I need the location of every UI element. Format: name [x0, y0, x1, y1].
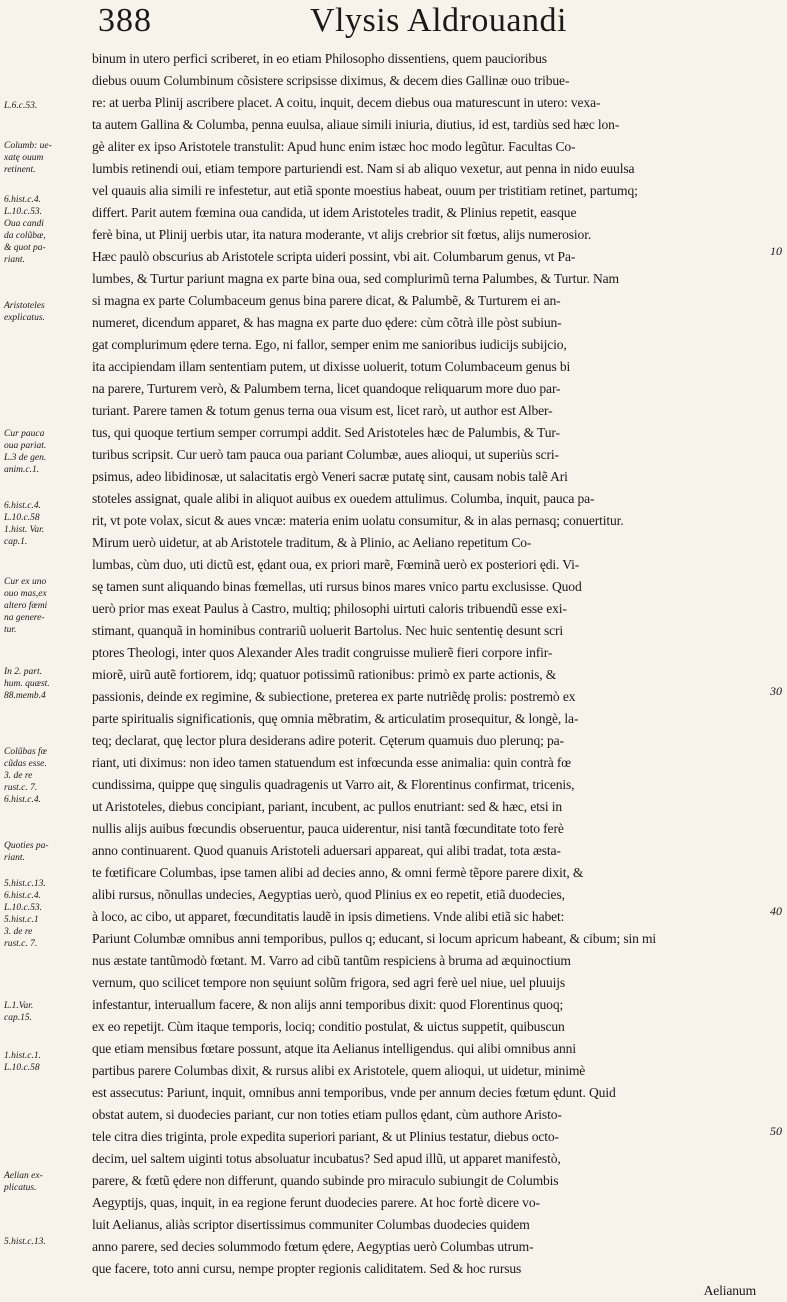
margin-note: In 2. part. hum. quæst. 88.memb.4: [4, 667, 50, 701]
margin-note: Colũbas fœ cũdas esse. 3. de re rust.c. 7. 6.hist.c.4.: [4, 747, 48, 805]
text-line: lumbes, & Turtur pariunt magna ex parte bina oua, sed complurimũ terna Palumbes, & Turtur. Nam: [92, 271, 619, 286]
text-line: parere, & fœtũ ędere non differunt, quando subinde pro miraculo subiungit de Columbis: [92, 1173, 559, 1188]
margin-note: L.6.c.53.: [4, 101, 38, 111]
text-line: ut Aristoteles, diebus concipiant, pariant, incubent, ac pullos enutriant: sed & hæc, etsi in: [92, 799, 563, 814]
text-line: lumbis retinendi oui, etiam tempore parturiendi est. Nam si ab aliquo vexetur, aut penna in nido euulsa: [92, 161, 635, 176]
text-line: partibus parere Columbas dixit, & rursus alibi ex Aristotele, quem alioqui, ut uidetur, minimè: [92, 1063, 586, 1078]
text-line: teq; declarat, quę lector plura desiderans adire poterit. Cęterum quamuis duo plerunq; pa-: [92, 733, 564, 748]
page-number: 388: [98, 2, 152, 39]
text-line: na parere, Turturem verò, & Palumbem terna, licet quandoque reliquarum more duo par-: [92, 381, 561, 396]
text-line: binum in utero perfici scriberet, in eo etiam Philosopho dissentiens, quem paucioribus: [92, 51, 547, 66]
body-text: [92, 0, 768, 1296]
text-line: Pariunt Columbæ omnibus anni temporibus, pullos q; educant, si locum apricum habeant, & cibum; sin mi: [92, 931, 657, 946]
line-number: 40: [770, 904, 782, 918]
margin-note: Aristoteles explicatus.: [4, 301, 45, 323]
text-line: passionis, deinde ex regimine, & subiectione, preterea ex parte nutriẽdę prolis: postremò ex: [92, 689, 576, 704]
text-line: ta autem Gallina & Columba, penna euulsa, aliaue simili iniuria, diutius, id est, tardiùs sed hæc lon-: [92, 117, 620, 132]
text-line: tus, qui quoque tertium semper corrumpi addit. Sed Aristoteles hæc de Palumbis, & Tur-: [92, 425, 560, 440]
text-line: alibi rursus, nõnullas undecies, Aegyptias uerò, quod Plinius ex eo repetit, etiã duodecies,: [92, 887, 565, 902]
text-line: infestantur, interuallum facere, & non alijs anni temporibus dixit: quod Florentinus quoq;: [92, 997, 564, 1012]
margin-note: 5.hist.c.13. 6.hist.c.4. L.10.c.53. 5.hist.c.1 3. de re rust.c. 7.: [4, 879, 46, 949]
text-line: Mirum uerò uidetur, at ab Aristotele traditum, & à Plinio, ac Aeliano repetitum Co-: [92, 535, 532, 550]
margin-note: 6.hist.c.4. L.10.c.58 1.hist. Var. cap.1.: [4, 501, 45, 547]
text-line: cundissima, quippe quę singulis quadragenis ut Varro ait, & Florentinus confirmat, tricenis,: [92, 777, 575, 792]
text-line: si magna ex parte Columbaceum genus bina parere dicat, & Palumbẽ, & Turturem ei an-: [92, 293, 561, 308]
text-line: luit Aelianus, aliàs scriptor disertissimus communiter Columbas duodecies quidem: [92, 1217, 530, 1232]
margin-note: Quoties pa- riant.: [4, 841, 49, 863]
text-line: rit, vt pote volax, sicut & aues vncæ: materia enim uolatu consumitur, & in alas pernasq; conuertitur.: [92, 513, 624, 528]
text-line: que facere, toto anni cursu, nempe propter regionis caliditatem. Sed & hoc rursus: [92, 1261, 522, 1276]
line-number: 10: [770, 244, 782, 258]
margin-note: L.1.Var. cap.15.: [4, 1001, 34, 1023]
text-line: turibus scripsit. Cur uerò tam pauca oua pariant Columbæ, aues alioqui, ut superiùs scri-: [92, 447, 559, 462]
text-line: ita accipiendam illam sententiam putem, ut dixisse uoluerit, totum Columbaceum genus bi: [92, 359, 571, 374]
text-line: re: at uerba Plinij ascribere placet. A coitu, inquit, decem diebus oua maturescunt in utero: vexa-: [92, 95, 601, 110]
text-line: miorẽ, uirũ autẽ fortiorem, idq; quatuor potissimũ rationibus: primò ex parte actionis, &: [92, 667, 557, 682]
text-line: anno parere, sed decies solummodo fœtum ędere, Aegyptias uerò Columbas utrum-: [92, 1239, 534, 1254]
text-line: sę tamen sunt aliquando binas fœmellas, uti rursus binos mares vnico partu exclusisse. Quod: [92, 579, 582, 594]
text-line: à loco, ac cibo, ut apparet, fœcunditatis laudẽ in ipsis dimetiens. Vnde alibi etiã sic habet:: [92, 909, 565, 924]
margin-note: Aelian ex- plicatus.: [4, 1171, 43, 1193]
text-line: gat complurimum ędere terna. Ego, ni fallor, semper enim me sanioribus iudicijs subijcio,: [92, 337, 567, 352]
text-line: Aegyptijs, quas, inquit, in ea regione ferunt duodecies parere. At hoc fortè dicere vo-: [92, 1195, 540, 1210]
text-line: obstat autem, si duodecies pariant, cur non toties etiam pullos ędant, cùm authore Aristo-: [92, 1107, 562, 1122]
text-line: nus æstate tantũmodò fœtant. M. Varro ad cibũ tantũm respiciens à bruma ad æquinoctium: [92, 953, 571, 968]
margin-notes: [4, 0, 88, 1296]
text-line: ferè bina, ut Plinij uerbis utar, ita natura moderante, vt alijs crebrior sit fœtus, alijs numerosior.: [92, 227, 592, 242]
text-line: uerò prior mas exeat Paulus à Castro, multiq; philosophi uirtuti caloris tribuendũ esse exi-: [92, 601, 567, 616]
text-line: nullis alijs auibus fœcundis obseruentur, pauca uiderentur, nisi tantã fœcunditate toto ferè: [92, 821, 564, 836]
line-number: 50: [770, 1124, 782, 1138]
running-title: Vlysis Aldrouandi: [310, 2, 567, 39]
text-line: gè aliter ex ipso Aristotele transtulit: Apud hunc enim istæc hoc modo legũtur. Facultas Co-: [92, 139, 576, 154]
text-line: stoteles assignat, quale alibi in aliquot auibus ex ouedem attulimus. Columba, inquit, pauca pa-: [92, 491, 595, 506]
text-line: psimus, adeo libidinosæ, ut salacitatis ergò Veneri sacræ putatę sint, causam nobis talẽ Ari: [92, 469, 568, 484]
text-line: riant, uti diximus: non ideo tamen statuendum est infœcunda esse animalia: quin contrà fœ: [92, 755, 571, 770]
text-line: numeret, dicendum apparet, & has magna ex parte duo ędere: cùm cõtrà ille pòst subiun-: [92, 315, 562, 330]
line-numbers: [770, 0, 787, 1296]
text-line: differt. Parit autem fœmina oua candida, ut idem Aristoteles tradit, & Plinius repetit, easque: [92, 205, 577, 220]
catchword: Aelianum: [703, 1283, 756, 1298]
text-line: tele citra dies triginta, prole expedita superiori pariant, & ut Plinius testatur, diebus octo-: [92, 1129, 559, 1144]
margin-note: 1.hist.c.1. L.10.c.58: [4, 1051, 41, 1073]
text-line: ex eo repetijt. Cùm itaque temporis, lociq; conditio postulat, & uictus suppetit, quibuscun: [92, 1019, 565, 1034]
text-line: turiant. Parere tamen & totum genus terna oua visum est, licet rarò, ut author est Alber-: [92, 403, 553, 418]
text-line: Hæc paulò obscurius ab Aristotele scripta uideri possint, vbi ait. Columbarum genus, vt Pa-: [92, 249, 576, 264]
text-line: parte spiritualis significationis, quę omnia mẽbratim, & articulatim prosequitur, & longè, la-: [92, 711, 579, 726]
text-line: vel quauis alia simili re infestetur, aut etiã sponte moestius habeat, ouum per tristitiam retinet, partumq;: [92, 183, 638, 198]
text-line: que etiam mensibus fœtare possunt, atque ita Aelianus intelligendus. qui alibi omnibus anni: [92, 1041, 576, 1056]
text-line: vernum, quo scilicet tempore non sęuiunt solũm frigora, sed agri ferè uel niue, uel pluuijs: [92, 975, 565, 990]
line-number: 30: [770, 684, 782, 698]
text-line: diebus ouum Columbinum cõsistere scripsisse diximus, & decem dies Gallinæ ouo tribue-: [92, 73, 570, 88]
margin-note: Columb: ue- xatę ouum retinent.: [4, 141, 52, 175]
text-line: te fœtificare Columbas, ipse tamen alibi ad decies anno, & omni fermè tẽpore parere dixit, &: [92, 865, 584, 880]
margin-note: 5.hist.c.13.: [4, 1237, 46, 1247]
text-line: anno continuarent. Quod quanuis Aristoteli aduersari appareat, qui alibi tradat, tota æsta-: [92, 843, 561, 858]
text-line: est assecutus: Pariunt, inquit, omnibus anni temporibus, vnde per annum decies fœtum ędunt. Quid: [92, 1085, 616, 1100]
text-line: lumbas, cùm duo, uti dictũ est, ędant oua, ex priori marẽ, Fœminã uerò ex posteriori ędi. Vi-: [92, 557, 580, 572]
margin-note: Cur ex uno ouo mas,ex altero fœmi na genere- tur.: [4, 577, 48, 635]
text-line: stimant, quanquã in hominibus contrariũ uoluerit Bartolus. Nec huic sententię desunt scri: [92, 623, 564, 638]
margin-note: Cur pauca oua pariat. L.3 de gen. anim.c.1.: [4, 429, 47, 475]
text-line: decim, uel saltem uiginti totus absoluatur incubatus? Sed apud illũ, ut apparet manifestò,: [92, 1151, 561, 1166]
margin-note: 6.hist.c.4. L.10.c.53. Oua candi da colũbæ, & quot pa- riant.: [4, 195, 46, 265]
text-line: ptores Theologi, inter quos Alexander Ales tradit congruisse mulierẽ fieri corpore infir-: [92, 645, 553, 660]
